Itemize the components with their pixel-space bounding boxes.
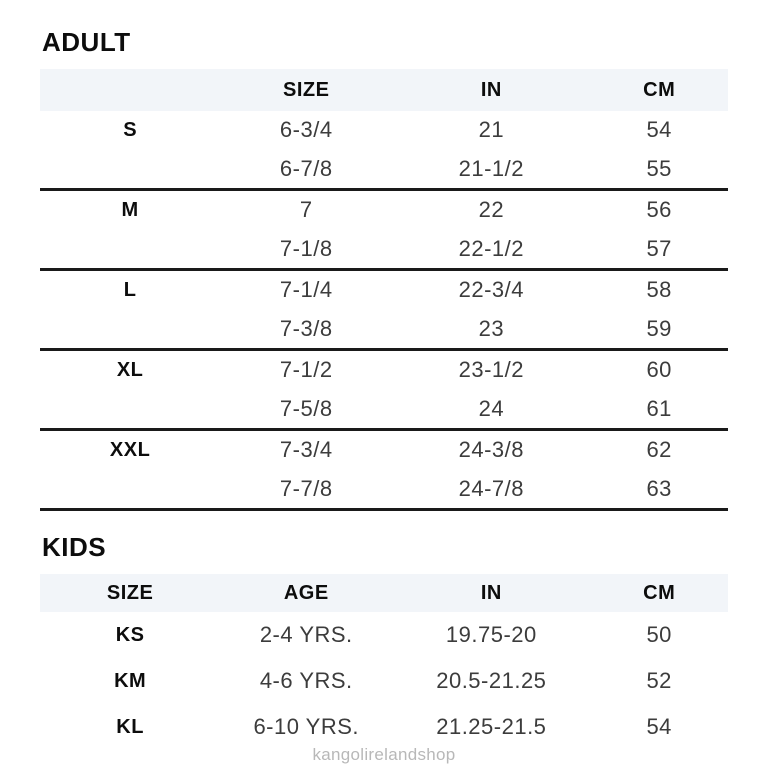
size-group-label: XL — [116, 358, 144, 381]
adult-table-row — [40, 431, 728, 470]
adult-table-row — [40, 470, 728, 509]
adult-size-group-xl — [40, 351, 728, 431]
adult-value-cell-2: 58 — [646, 277, 672, 303]
size-group-label: M — [121, 198, 139, 221]
adult-size-section — [40, 0, 728, 511]
kids-age-cell: 6-10 YRS. — [253, 714, 360, 739]
kids-table-row — [40, 658, 728, 704]
adult-value-cell-1: 22 — [478, 197, 505, 223]
adult-size-group-xxl — [40, 431, 728, 511]
adult-value-cell-0: 7-1/4 — [279, 277, 333, 303]
adult-size-group-m — [40, 191, 728, 271]
kids-column-header-3: CM — [643, 581, 676, 604]
adult-value-cell-0: 7-3/8 — [279, 315, 333, 341]
adult-value-cell-0: 7-5/8 — [279, 395, 333, 421]
adult-size-group-l — [40, 271, 728, 351]
adult-value-cell-2: 55 — [646, 155, 672, 181]
kids-table-header-row — [40, 574, 728, 612]
size-group-label: L — [123, 278, 137, 301]
kids-age-cell: 4-6 YRS. — [259, 668, 353, 693]
adult-value-cell-1: 21 — [478, 117, 505, 143]
size-group-label: S — [123, 118, 138, 141]
kids-size-section — [40, 511, 728, 750]
adult-table-body — [40, 111, 728, 511]
adult-section-title: ADULT — [42, 27, 131, 57]
adult-value-cell-1: 24 — [478, 395, 505, 421]
adult-value-cell-2: 62 — [646, 437, 672, 463]
adult-value-cell-2: 54 — [646, 117, 672, 143]
adult-value-cell-1: 22-3/4 — [458, 277, 525, 303]
adult-table-row — [40, 390, 728, 429]
adult-value-cell-1: 21-1/2 — [458, 155, 525, 181]
kids-size-label: KM — [114, 669, 147, 692]
adult-table-header-row — [40, 69, 728, 111]
kids-inches-cell: 19.75-20 — [445, 622, 537, 647]
adult-table-row — [40, 310, 728, 349]
adult-value-cell-1: 24-7/8 — [458, 475, 525, 501]
watermark-text: kangolirelandshop — [312, 745, 456, 764]
size-group-label: XXL — [109, 438, 151, 461]
adult-value-cell-1: 23 — [478, 315, 505, 341]
kids-cm-cell: 54 — [646, 714, 672, 739]
adult-value-cell-0: 6-7/8 — [279, 155, 333, 181]
kids-cm-cell: 52 — [646, 668, 672, 693]
kids-table-row — [40, 612, 728, 658]
adult-value-cell-2: 60 — [646, 357, 672, 383]
adult-table-row — [40, 191, 728, 230]
adult-value-cell-0: 6-3/4 — [279, 117, 333, 143]
adult-value-cell-1: 24-3/8 — [458, 437, 525, 463]
adult-value-cell-0: 7 — [299, 197, 313, 223]
kids-column-header-2: IN — [480, 581, 502, 604]
kids-column-header-1: AGE — [283, 581, 329, 604]
adult-value-cell-0: 7-1/8 — [279, 235, 333, 261]
adult-value-cell-1: 22-1/2 — [458, 235, 525, 261]
kids-cm-cell: 50 — [646, 622, 672, 647]
adult-table-row — [40, 271, 728, 310]
adult-value-cell-2: 56 — [646, 197, 672, 223]
adult-column-header-3: CM — [643, 78, 676, 101]
kids-inches-cell: 21.25-21.5 — [436, 714, 547, 739]
kids-size-label: KS — [115, 623, 145, 646]
kids-size-label: KL — [116, 715, 144, 738]
kids-table-row — [40, 704, 728, 750]
adult-value-cell-2: 61 — [646, 395, 672, 421]
adult-value-cell-2: 63 — [646, 475, 672, 501]
adult-table-row — [40, 150, 728, 189]
adult-size-group-s — [40, 111, 728, 191]
kids-table-body — [40, 612, 728, 750]
kids-inches-cell: 20.5-21.25 — [436, 668, 547, 693]
adult-table-row — [40, 111, 728, 150]
kids-section-title: KIDS — [42, 532, 107, 562]
adult-column-header-2: IN — [480, 78, 502, 101]
adult-table-row — [40, 230, 728, 269]
adult-value-cell-2: 59 — [646, 315, 672, 341]
adult-value-cell-0: 7-3/4 — [279, 437, 333, 463]
adult-value-cell-1: 23-1/2 — [458, 357, 525, 383]
kids-column-header-0: SIZE — [106, 581, 154, 604]
adult-value-cell-2: 57 — [646, 235, 672, 261]
kids-age-cell: 2-4 YRS. — [259, 622, 353, 647]
adult-column-header-1: SIZE — [283, 78, 330, 101]
adult-table-row — [40, 351, 728, 390]
adult-value-cell-0: 7-1/2 — [279, 357, 333, 383]
adult-value-cell-0: 7-7/8 — [279, 475, 333, 501]
